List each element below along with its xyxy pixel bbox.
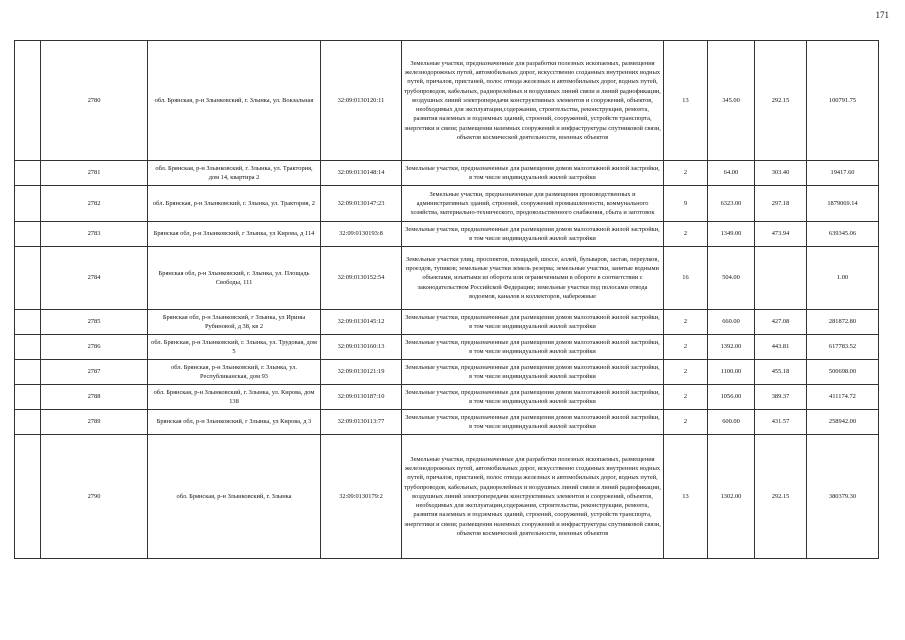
blank-cell [15,310,41,335]
row-number-cell: 2780 [41,41,148,161]
blank-cell [15,186,41,222]
group-number-cell: 2 [664,310,708,335]
area-cell: 504.00 [708,247,755,310]
address-cell: Брянская обл, р-н Злынковский, г Злынка, ул Кирова, д 114 [148,222,321,247]
page-number: 171 [875,10,889,20]
land-purpose-cell: Земельные участки, предназначенные для разработки полезных ископаемых, размещения железнодорожных путей, автомобильных дорог, искусственно созданных внутренних водных путей, причалов, пристаней, полос отвода железных и автомобильных дорог, водных путей, трубопроводов, кабельных, радиорелейных и воздушных линий связи и линий радиофикации, воздушных линий электропередачи конструктивных элементов и сооружений, объектов, необходимых для эксплуатации,содержания, строительства, реконструкции, ремонта, развития наземных и подземных зданий, строений, сооружений, устройств транспорта, энергетики и связи; размещения наземных сооружений и инфраструктуры спутниковой связи, объектов космической деятельности, военных объектов [402,435,664,559]
specific-value-cell: 427.08 [755,310,807,335]
row-number-cell: 2783 [41,222,148,247]
address-cell: Брянская обл, р-н Злынковский, г. Злынка, ул. Площадь Свободы, 111 [148,247,321,310]
address-cell: обл. Брянская, р-н Злынковский, г. Злынка, ул. Трактория, дом 14, квартира 2 [148,161,321,186]
blank-cell [15,435,41,559]
specific-value-cell: 292.15 [755,435,807,559]
cadastral-number-cell: 32:09:0130193:8 [321,222,402,247]
area-cell: 1349.00 [708,222,755,247]
cadastral-value-cell: 258942.00 [807,410,879,435]
blank-cell [15,41,41,161]
specific-value-cell: 303.40 [755,161,807,186]
cadastral-value-cell: 1.00 [807,247,879,310]
group-number-cell: 2 [664,222,708,247]
cadastral-value-cell: 19417.60 [807,161,879,186]
address-cell: Брянская обл, р-н Злынковский, г Злынка, ул Ирины Рубиновой, д 38, кв 2 [148,310,321,335]
specific-value-cell: 431.57 [755,410,807,435]
row-number-cell: 2781 [41,161,148,186]
cadastral-value-cell: 1879069.14 [807,186,879,222]
table-row [15,161,879,186]
table-body [15,41,879,559]
cadastral-number-cell: 32:09:0130187:10 [321,385,402,410]
row-number-cell: 2790 [41,435,148,559]
table-row [15,186,879,222]
cadastral-value-cell: 639345.06 [807,222,879,247]
area-cell: 6323.00 [708,186,755,222]
group-number-cell: 2 [664,335,708,360]
address-cell: обл. Брянская, р-н Злынковский, г. Злынка [148,435,321,559]
row-number-cell: 2782 [41,186,148,222]
specific-value-cell: 297.18 [755,186,807,222]
land-purpose-cell: Земельные участки, предназначенные для разработки полезных ископаемых, размещения железнодорожных путей, автомобильных дорог, искусственно созданных внутренних водных путей, причалов, пристаней, полос отвода железных и автомобильных дорог, водных путей, трубопроводов, кабельных, радиорелейных и воздушных линий связи и линий радиофикации, воздушных линий электропередачи конструктивных элементов и сооружений, объектов, необходимых для эксплуатации,содержания, строительства, реконструкции, ремонта, развития наземных и подземных зданий, строений, сооружений, устройств транспорта, энергетики и связи; размещения наземных сооружений и инфраструктуры спутниковой связи, объектов космической деятельности, военных объектов [402,41,664,161]
land-purpose-cell: Земельные участки, предназначенные для размещения домов малоэтажной жилой застройки, в том числе индивидуальной жилой застройки [402,222,664,247]
blank-cell [15,335,41,360]
table-row [15,41,879,161]
cadastral-number-cell: 32:09:0130113:77 [321,410,402,435]
cadastral-value-cell: 281872.80 [807,310,879,335]
address-cell: обл. Брянская, р-н Злынковский, г. Злынка, ул. Вокзальная [148,41,321,161]
table-row [15,435,879,559]
address-cell: Брянская обл, р-н Злынковский, г Злынка, ул Кирова, д 3 [148,410,321,435]
row-number-cell: 2787 [41,360,148,385]
row-number-cell: 2785 [41,310,148,335]
cadastral-number-cell: 32:09:0130145:12 [321,310,402,335]
land-purpose-cell: Земельные участки, предназначенные для размещения домов малоэтажной жилой застройки, в том числе индивидуальной жилой застройки [402,310,664,335]
area-cell: 600.00 [708,410,755,435]
table-row [15,310,879,335]
cadastral-value-cell: 500698.00 [807,360,879,385]
cadastral-value-cell: 380379.30 [807,435,879,559]
land-purpose-cell: Земельные участки, предназначенные для размещения домов малоэтажной жилой застройки, в том числе индивидуальной жилой застройки [402,360,664,385]
table-row [15,247,879,310]
land-purpose-cell: Земельные участки, предназначенные для размещения домов малоэтажной жилой застройки, в том числе индивидуальной жилой застройки [402,410,664,435]
cadastral-number-cell: 32:09:0130152:54 [321,247,402,310]
group-number-cell: 2 [664,385,708,410]
address-cell: обл. Брянская, р-н Злынковский, г. Злынка, ул. Кирова, дом 138 [148,385,321,410]
row-number-cell: 2784 [41,247,148,310]
group-number-cell: 16 [664,247,708,310]
cadastral-value-cell: 411174.72 [807,385,879,410]
cadastral-value-cell: 617783.52 [807,335,879,360]
area-cell: 64.00 [708,161,755,186]
specific-value-cell [755,247,807,310]
address-cell: обл. Брянская, р-н Злынковский, г. Злынка, ул. Республиканская, дом 93 [148,360,321,385]
table-row [15,222,879,247]
blank-cell [15,360,41,385]
cadastral-number-cell: 32:09:0130160:13 [321,335,402,360]
cadastral-number-cell: 32:09:0130121:19 [321,360,402,385]
area-cell: 660.00 [708,310,755,335]
table-row [15,410,879,435]
group-number-cell: 2 [664,161,708,186]
row-number-cell: 2786 [41,335,148,360]
group-number-cell: 13 [664,435,708,559]
table-row [15,385,879,410]
specific-value-cell: 473.94 [755,222,807,247]
row-number-cell: 2789 [41,410,148,435]
table-row [15,335,879,360]
land-purpose-cell: Земельные участки, предназначенные для размещения производственных и административных зданий, строений, сооружений промышленности, коммунального хозяйства, материально-технического, продовольственного снабжения, сбыта и заготовок [402,186,664,222]
land-purpose-cell: Земельные участки улиц, проспектов, площадей, шоссе, аллей, бульваров, застав, переулков, проездов, тупиков; земельные участки земель резерва; земельные участки, занятые водными объектами, изъятыми из оборота или ограниченными в обороте в соответствии с законодательством Российской Федерации; земельные участки под полосами отвода водоемов, каналов и коллекторов, набережные [402,247,664,310]
specific-value-cell: 389.37 [755,385,807,410]
cadastral-number-cell: 32:09:0130179:2 [321,435,402,559]
specific-value-cell: 292.15 [755,41,807,161]
cadastral-number-cell: 32:09:0130120:11 [321,41,402,161]
address-cell: обл. Брянская, р-н Злынковский, г. Злынка, ул. Трудовая, дом 5 [148,335,321,360]
cadastral-number-cell: 32:09:0130147:23 [321,186,402,222]
land-purpose-cell: Земельные участки, предназначенные для размещения домов малоэтажной жилой застройки, в том числе индивидуальной жилой застройки [402,335,664,360]
group-number-cell: 2 [664,410,708,435]
blank-cell [15,385,41,410]
specific-value-cell: 455.18 [755,360,807,385]
group-number-cell: 2 [664,360,708,385]
cadastral-value-cell: 100791.75 [807,41,879,161]
blank-cell [15,161,41,186]
land-purpose-cell: Земельные участки, предназначенные для размещения домов малоэтажной жилой застройки, в том числе индивидуальной жилой застройки [402,161,664,186]
area-cell: 1100.00 [708,360,755,385]
group-number-cell: 13 [664,41,708,161]
area-cell: 1056.00 [708,385,755,410]
land-purpose-cell: Земельные участки, предназначенные для размещения домов малоэтажной жилой застройки, в том числе индивидуальной жилой застройки [402,385,664,410]
specific-value-cell: 443.81 [755,335,807,360]
cadastral-value-table [14,40,879,559]
area-cell: 345.00 [708,41,755,161]
table-row [15,360,879,385]
area-cell: 1302.00 [708,435,755,559]
area-cell: 1392.00 [708,335,755,360]
blank-cell [15,247,41,310]
group-number-cell: 9 [664,186,708,222]
address-cell: обл. Брянская, р-н Злынковский, г. Злынка, ул. Трактория, 2 [148,186,321,222]
row-number-cell: 2788 [41,385,148,410]
blank-cell [15,222,41,247]
blank-cell [15,410,41,435]
cadastral-number-cell: 32:09:0130148:14 [321,161,402,186]
